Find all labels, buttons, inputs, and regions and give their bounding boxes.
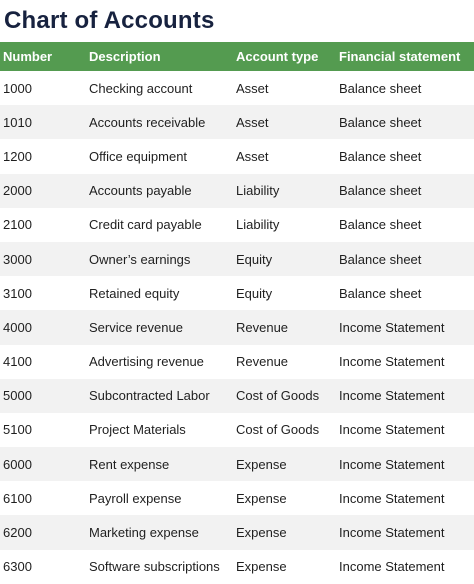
- table-row: [0, 310, 474, 344]
- cell-financial-statement: Income Statement: [339, 319, 445, 335]
- cell-description: Service revenue: [89, 319, 183, 335]
- cell-account-type: Expense: [236, 456, 287, 472]
- cell-number: 5100: [3, 422, 32, 438]
- cell-number: 5000: [3, 388, 32, 404]
- table-row: [0, 447, 474, 481]
- cell-financial-statement: Balance sheet: [339, 148, 422, 164]
- table-row: [0, 550, 474, 584]
- header-financial-statement: Financial statement: [339, 49, 461, 64]
- cell-number: 6100: [3, 490, 32, 506]
- table-row: [0, 413, 474, 447]
- cell-account-type: Equity: [236, 285, 273, 301]
- table-row: [0, 174, 474, 208]
- header-row: [0, 42, 474, 71]
- table-body: [0, 71, 474, 584]
- cell-account-type: Cost of Goods: [236, 388, 320, 404]
- cell-description: Office equipment: [89, 148, 188, 164]
- cell-account-type: Equity: [236, 251, 273, 267]
- cell-description: Project Materials: [89, 422, 186, 438]
- cell-financial-statement: Balance sheet: [339, 183, 422, 199]
- cell-number: 1200: [3, 148, 32, 164]
- cell-number: 4000: [3, 319, 32, 335]
- cell-account-type: Cost of Goods: [236, 422, 320, 438]
- cell-number: 1010: [3, 114, 32, 130]
- cell-description: Rent expense: [89, 456, 170, 472]
- cell-financial-statement: Balance sheet: [339, 80, 422, 96]
- cell-description: Subcontracted Labor: [89, 388, 210, 404]
- table-row: [0, 208, 474, 242]
- cell-description: Accounts payable: [89, 183, 192, 199]
- table-row: [0, 139, 474, 173]
- accounts-table: [0, 42, 474, 584]
- table-row: [0, 71, 474, 105]
- cell-financial-statement: Balance sheet: [339, 217, 422, 233]
- page-title: Chart of Accounts: [4, 7, 215, 34]
- cell-financial-statement: Income Statement: [339, 525, 445, 541]
- cell-account-type: Asset: [236, 148, 269, 164]
- table-row: [0, 345, 474, 379]
- cell-number: 6300: [3, 559, 32, 575]
- cell-financial-statement: Balance sheet: [339, 285, 422, 301]
- header-account-type: Account type: [236, 49, 319, 64]
- cell-account-type: Liability: [236, 217, 280, 233]
- cell-account-type: Revenue: [236, 354, 289, 370]
- cell-account-type: Expense: [236, 490, 287, 506]
- table-row: [0, 379, 474, 413]
- cell-number: 4100: [3, 354, 32, 370]
- cell-financial-statement: Income Statement: [339, 490, 445, 506]
- cell-financial-statement: Income Statement: [339, 559, 445, 575]
- cell-description: Accounts receivable: [89, 114, 206, 130]
- table-row: [0, 242, 474, 276]
- cell-number: 6000: [3, 456, 32, 472]
- cell-description: Advertising revenue: [89, 354, 204, 370]
- cell-number: 3000: [3, 251, 32, 267]
- cell-account-type: Expense: [236, 525, 287, 541]
- cell-financial-statement: Income Statement: [339, 456, 445, 472]
- cell-number: 3100: [3, 285, 32, 301]
- table-row: [0, 481, 474, 515]
- table-row: [0, 276, 474, 310]
- cell-financial-statement: Income Statement: [339, 422, 445, 438]
- table-row: [0, 105, 474, 139]
- cell-financial-statement: Income Statement: [339, 354, 445, 370]
- cell-description: Credit card payable: [89, 217, 202, 233]
- cell-number: 6200: [3, 525, 32, 541]
- table-row: [0, 515, 474, 549]
- cell-description: Marketing expense: [89, 525, 199, 541]
- cell-account-type: Expense: [236, 559, 287, 575]
- cell-description: Owner’s earnings: [89, 251, 191, 267]
- cell-account-type: Asset: [236, 114, 269, 130]
- cell-number: 2000: [3, 183, 32, 199]
- table-header: [0, 42, 474, 71]
- cell-financial-statement: Balance sheet: [339, 251, 422, 267]
- cell-number: 2100: [3, 217, 32, 233]
- cell-description: Software subscriptions: [89, 559, 220, 575]
- cell-description: Retained equity: [89, 285, 180, 301]
- cell-account-type: Liability: [236, 183, 280, 199]
- cell-account-type: Asset: [236, 80, 269, 96]
- cell-number: 1000: [3, 80, 32, 96]
- header-description: Description: [89, 49, 161, 64]
- cell-account-type: Revenue: [236, 319, 289, 335]
- cell-description: Checking account: [89, 80, 193, 96]
- cell-financial-statement: Balance sheet: [339, 114, 422, 130]
- cell-financial-statement: Income Statement: [339, 388, 445, 404]
- header-number: Number: [3, 49, 53, 64]
- cell-description: Payroll expense: [89, 490, 182, 506]
